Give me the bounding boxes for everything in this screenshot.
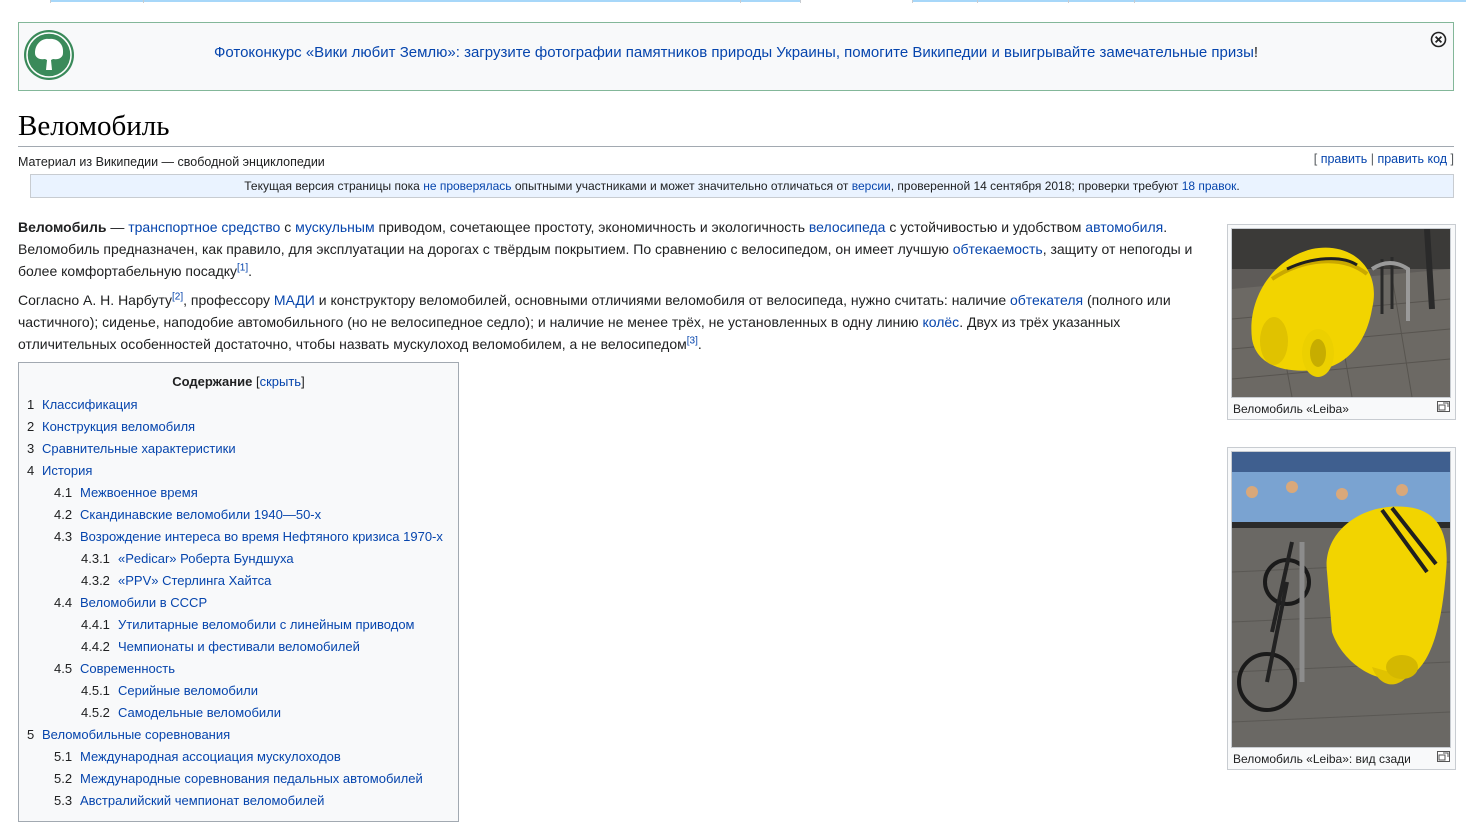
term-bold: Веломобиль bbox=[18, 219, 107, 235]
toc-number: 4.3.1 bbox=[81, 551, 110, 566]
velomobile-rear-image bbox=[1232, 452, 1450, 747]
text: , защиту от непогоды и более комфортабельную посадку bbox=[18, 241, 1193, 279]
toc-item[interactable] bbox=[19, 504, 458, 526]
flagged-text: , проверенной 14 сентября 2018; проверки требуют bbox=[890, 179, 1182, 193]
toc-number: 4 bbox=[27, 463, 35, 478]
edit-links bbox=[1314, 152, 1454, 166]
pending-edits-link[interactable]: 18 правок bbox=[1181, 179, 1237, 193]
flagged-text: . bbox=[1236, 179, 1240, 193]
toc-item[interactable] bbox=[19, 482, 458, 504]
edit-bracket-open: [ bbox=[1313, 152, 1321, 166]
toc-item[interactable] bbox=[19, 570, 458, 592]
toc-number: 4.3.2 bbox=[81, 573, 110, 588]
toc-item[interactable] bbox=[19, 702, 458, 724]
toc-item[interactable] bbox=[19, 724, 458, 746]
velomobile-image bbox=[1232, 229, 1450, 397]
edit-separator: | bbox=[1367, 152, 1378, 166]
article-body bbox=[18, 216, 1208, 362]
magnify-icon[interactable] bbox=[1437, 401, 1450, 412]
toc-item[interactable] bbox=[19, 438, 458, 460]
toc-item[interactable] bbox=[19, 636, 458, 658]
toc-title-row bbox=[19, 372, 458, 394]
link-streamlining[interactable]: обтекаемость bbox=[952, 241, 1043, 257]
toc-bracket: [ bbox=[252, 374, 260, 389]
thumbnail-1 bbox=[1227, 224, 1456, 420]
reference-3[interactable]: [3] bbox=[686, 335, 698, 347]
site-subtitle: Материал из Википедии — свободной энциклопедии bbox=[18, 155, 325, 169]
link-fairing[interactable]: обтекателя bbox=[1010, 292, 1084, 308]
toc-item[interactable] bbox=[19, 790, 458, 812]
toc-link[interactable]: Веломобильные соревнования bbox=[42, 727, 231, 742]
text: , профессору bbox=[183, 292, 274, 308]
toc-link[interactable]: Межвоенное время bbox=[80, 485, 198, 500]
text: — bbox=[106, 219, 129, 235]
toc-link[interactable]: «Pedicar» Роберта Бундшуха bbox=[118, 551, 294, 566]
toc-number: 3 bbox=[27, 441, 35, 456]
velomobile-photo-rear[interactable] bbox=[1231, 451, 1451, 748]
not-reviewed-link[interactable]: не проверялась bbox=[423, 179, 512, 193]
link-transport[interactable]: транспортное средство bbox=[128, 219, 281, 235]
toc-link[interactable]: Конструкция веломобиля bbox=[42, 419, 196, 434]
toc-toggle-link[interactable]: скрыть bbox=[259, 374, 302, 389]
toc-item[interactable] bbox=[19, 680, 458, 702]
top-tab-strip bbox=[0, 0, 1466, 3]
caption-text: Веломобиль «Leiba»: вид сзади bbox=[1233, 752, 1411, 766]
link-madi[interactable]: МАДИ bbox=[273, 292, 315, 308]
tab-divider bbox=[1068, 0, 1069, 3]
banner-message[interactable] bbox=[19, 44, 1453, 61]
toc-item[interactable] bbox=[19, 416, 458, 438]
edit-source-link[interactable]: править код bbox=[1377, 152, 1448, 166]
toc-link[interactable]: Австралийский чемпионат веломобилей bbox=[80, 793, 325, 808]
site-notice-banner bbox=[18, 22, 1454, 91]
toc-link[interactable]: Скандинавские веломобили 1940—50-х bbox=[80, 507, 322, 522]
toc-number: 4.5 bbox=[54, 661, 73, 676]
table-of-contents bbox=[18, 362, 459, 822]
tab-divider bbox=[143, 0, 144, 3]
toc-link[interactable]: Современность bbox=[80, 661, 175, 676]
link-bicycle[interactable]: велосипеда bbox=[808, 219, 886, 235]
toc-item[interactable] bbox=[19, 746, 458, 768]
toc-link[interactable]: Международная ассоциация мускулоходов bbox=[80, 749, 341, 764]
toc-number: 4.3 bbox=[54, 529, 73, 544]
tab-divider bbox=[977, 0, 978, 3]
toc-item[interactable] bbox=[19, 768, 458, 790]
magnify-icon[interactable] bbox=[1437, 751, 1450, 762]
flagged-revision-notice bbox=[30, 174, 1454, 198]
reference-2[interactable]: [2] bbox=[172, 291, 184, 303]
intro-paragraph-1 bbox=[18, 216, 1208, 282]
link-automobile[interactable]: автомобиля bbox=[1085, 219, 1164, 235]
toc-title: Содержание bbox=[172, 374, 253, 389]
banner-exclamation: ! bbox=[1253, 44, 1259, 61]
toc-link[interactable]: Утилитарные веломобили с линейным приводом bbox=[118, 617, 415, 632]
toc-item[interactable] bbox=[19, 548, 458, 570]
toc-number: 5.2 bbox=[54, 771, 73, 786]
toc-number: 4.1 bbox=[54, 485, 73, 500]
text: . Веломобиль предназначен, как правило, для эксплуатации на дорогах с твёрдым покрытием. По сравнению с велосипедом, он имеет лучшую bbox=[18, 219, 1168, 257]
toc-item[interactable] bbox=[19, 658, 458, 680]
toc-number: 4.2 bbox=[54, 507, 73, 522]
text: . bbox=[697, 336, 702, 352]
toc-item[interactable] bbox=[19, 526, 458, 548]
toc-number: 5.3 bbox=[54, 793, 73, 808]
toc-bracket: ] bbox=[301, 374, 305, 389]
flagged-text: опытными участниками и может значительно отличаться от bbox=[511, 179, 852, 193]
flagged-text: Текущая версия страницы пока bbox=[244, 179, 424, 193]
tab-underline-left bbox=[50, 0, 800, 2]
toc-number: 2 bbox=[27, 419, 35, 434]
thumbnail-caption bbox=[1231, 398, 1452, 417]
tab-divider bbox=[740, 0, 741, 3]
toc-list bbox=[19, 394, 458, 812]
toc-link[interactable]: Серийные веломобили bbox=[118, 683, 258, 698]
toc-link[interactable]: «PPV» Стерлинга Хайтса bbox=[118, 573, 272, 588]
link-wheels[interactable]: колёс bbox=[922, 314, 960, 330]
caption-text: Веломобиль «Leiba» bbox=[1233, 402, 1349, 416]
text: . Двух из трёх указанных отличительных особенностей достаточно, чтобы назвать мускулоход веломобилем, а не велосипедом bbox=[18, 314, 1121, 352]
toc-number: 5.1 bbox=[54, 749, 73, 764]
toc-link[interactable]: Веломобили в СССР bbox=[80, 595, 208, 610]
reference-1[interactable]: [1] bbox=[237, 262, 249, 274]
thumbnail-caption bbox=[1231, 748, 1452, 767]
edit-bracket-close: ] bbox=[1447, 152, 1454, 166]
intro-paragraph-2 bbox=[18, 289, 1208, 355]
tab-divider bbox=[800, 0, 801, 3]
toc-number: 4.5.1 bbox=[81, 683, 110, 698]
toc-link[interactable]: Международные соревнования педальных автомобилей bbox=[80, 771, 423, 786]
stable-version-link[interactable]: версии bbox=[851, 179, 891, 193]
banner-link[interactable]: Фотоконкурс «Вики любит Землю»: загрузите фотографии памятников природы Украины, помогите Википедии и выигрывайте замечательные призы bbox=[213, 44, 1254, 61]
text: Согласно А. Н. Нарбуту bbox=[18, 292, 173, 308]
toc-number: 1 bbox=[27, 397, 35, 412]
toc-link[interactable]: Сравнительные характеристики bbox=[42, 441, 236, 456]
toc-item[interactable] bbox=[19, 592, 458, 614]
toc-number: 5 bbox=[27, 727, 35, 742]
toc-link[interactable]: Классификация bbox=[42, 397, 138, 412]
thumbnail-2 bbox=[1227, 447, 1456, 770]
text: с устойчивостью и удобством bbox=[885, 219, 1086, 235]
text: . bbox=[248, 263, 253, 279]
toc-item[interactable] bbox=[19, 460, 458, 482]
text: приводом, сочетающее простоту, экономичность и экологичность bbox=[374, 219, 809, 235]
toc-item[interactable] bbox=[19, 394, 458, 416]
toc-item[interactable] bbox=[19, 614, 458, 636]
text: и конструктору веломобилей, основными отличиями веломобиля от велосипеда, нужно считать: наличие bbox=[314, 292, 1010, 308]
tab-underline-right bbox=[912, 0, 1466, 2]
toc-link[interactable]: Возрождение интереса во время Нефтяного кризиса 1970-х bbox=[80, 529, 443, 544]
toc-number: 4.4.1 bbox=[81, 617, 110, 632]
text: с bbox=[280, 219, 296, 235]
toc-number: 4.5.2 bbox=[81, 705, 110, 720]
toc-link[interactable]: История bbox=[42, 463, 93, 478]
toc-number: 4.4 bbox=[54, 595, 73, 610]
close-circle-icon[interactable] bbox=[1430, 31, 1447, 48]
link-muscular[interactable]: мускульным bbox=[295, 219, 375, 235]
text: (полного или частичного); сиденье, наподобие автомобильного (но не велосипедное седло); и наличие не менее трёх, не установленных в одну линию bbox=[18, 292, 1171, 330]
toc-link[interactable]: Чемпионаты и фестивали веломобилей bbox=[118, 639, 360, 654]
toc-number: 4.4.2 bbox=[81, 639, 110, 654]
tab-divider bbox=[912, 0, 913, 3]
edit-link[interactable]: править bbox=[1320, 152, 1368, 166]
tab-divider bbox=[50, 0, 51, 3]
velomobile-photo-front[interactable] bbox=[1231, 228, 1451, 398]
tab-divider bbox=[1134, 0, 1135, 3]
toc-link[interactable]: Самодельные веломобили bbox=[118, 705, 281, 720]
page-title: Веломобиль bbox=[18, 106, 1454, 147]
